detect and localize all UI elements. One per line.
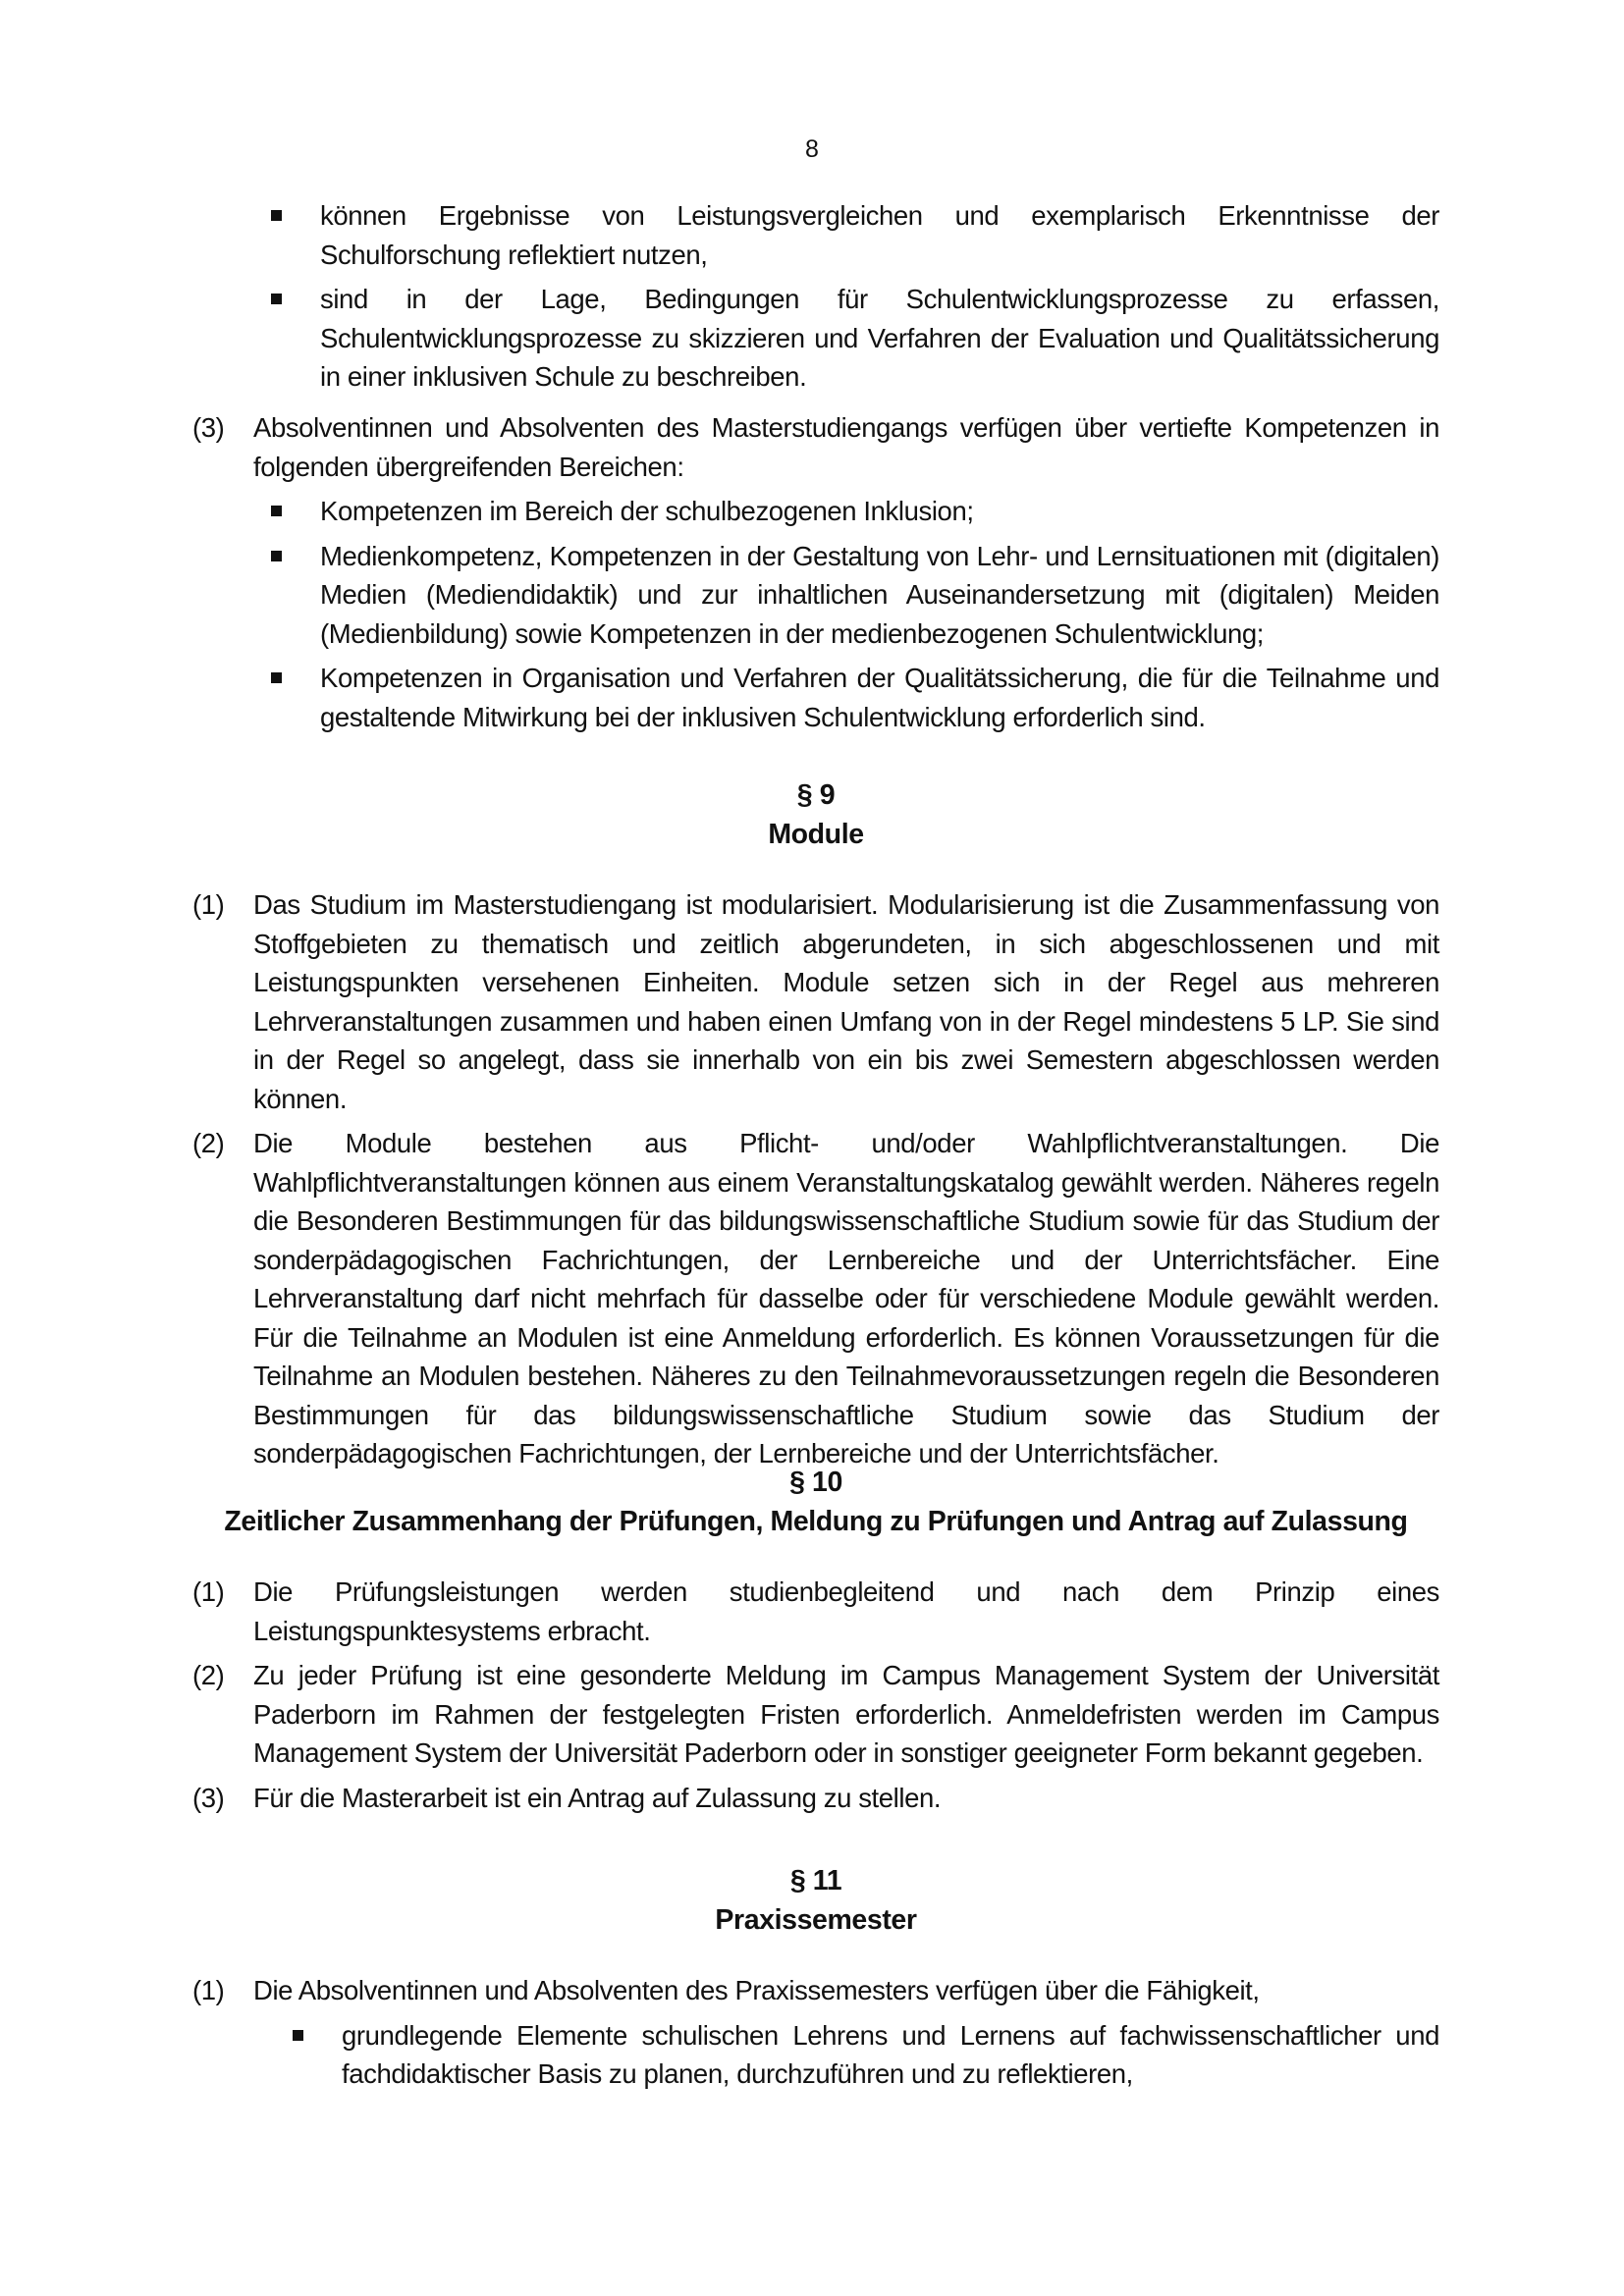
numbered-paragraph bbox=[192, 885, 1439, 1118]
numbered-paragraph bbox=[192, 1971, 1439, 2010]
paragraph-3 bbox=[192, 408, 1439, 736]
bullet-icon bbox=[271, 210, 282, 221]
section-10-body bbox=[192, 1573, 1439, 1817]
paragraph-number: (2) bbox=[192, 1128, 225, 1158]
paragraph-number: (1) bbox=[192, 1975, 225, 2005]
paragraph-text: Die Module bestehen aus Pflicht- und/oder Wahlpflichtveranstaltungen. Die Wahlpflichtveranstaltungen können aus einem Veranstaltungskatalog gewählt werden. Näheres regeln die Besonderen Bestimmungen für das bildungswissenschaftliche Studium sowie für das Studium der sonderpädagogischen Fachrichtungen, der Lernbereiche und der Unterrichtsfächer. Eine Lehrveranstaltung darf nicht mehrfach für dasselbe oder für verschiedene Module gewählt werden. Für die Teilnahme an Modulen ist eine Anmeldung erforderlich. Es können Voraussetzungen für die Teilnahme an Modulen bestehen. Näheres zu den Teilnahmevoraussetzungen regeln die Besonderen Bestimmungen für das bildungswissenschaftliche Studium sowie das Studium der sonderpädagogischen Fachrichtungen, der Lernbereiche und der Unterrichtsfächer. bbox=[253, 1128, 1439, 1468]
paragraph-number: (3) bbox=[192, 1782, 225, 1813]
numbered-paragraph bbox=[192, 1573, 1439, 1650]
paragraph-number: (1) bbox=[192, 889, 225, 920]
section-11-title: Praxissemester bbox=[715, 1904, 917, 1936]
section-10-number: § 10 bbox=[789, 1467, 842, 1498]
list-item bbox=[342, 2016, 1439, 2094]
paragraph-text: Für die Masterarbeit ist ein Antrag auf Zulassung zu stellen. bbox=[253, 1782, 942, 1813]
numbered-paragraph bbox=[192, 1656, 1439, 1773]
paragraph-text: Die Prüfungsleistungen werden studienbegleitend und nach dem Prinzip eines Leistungspunktesystems erbracht. bbox=[253, 1576, 1439, 1646]
paragraph-text: Das Studium im Masterstudiengang ist modularisiert. Modularisierung ist die Zusammenfassung von Stoffgebieten zu thematisch und zeitlich abgerundeten, in sich abgeschlossenen und mit Leistungspunkten versehenen Einheiten. Module setzen sich in der Regel aus mehreren Lehrveranstaltungen zusammen und haben einen Umfang von in der Regel mindestens 5 LP. Sie sind in der Regel so angelegt, dass sie innerhalb von ein bis zwei Semestern abgeschlossen werden können. bbox=[253, 889, 1439, 1114]
section-9-body bbox=[192, 885, 1439, 1473]
numbered-paragraph bbox=[192, 1779, 1439, 1818]
section-11-number: § 11 bbox=[789, 1865, 842, 1896]
section-10-title: Zeitlicher Zusammenhang der Prüfungen, Meldung zu Prüfungen und Antrag auf Zulassung bbox=[224, 1506, 1408, 1537]
list-item bbox=[320, 280, 1439, 397]
paragraph-text: Absolventinnen und Absolventen des Masterstudiengangs verfügen über vertiefte Kompetenzen in folgenden übergreifenden Bereichen: bbox=[253, 412, 1439, 482]
list-item bbox=[320, 492, 1439, 531]
section-9-title: Module bbox=[768, 819, 864, 850]
paragraph-number: (1) bbox=[192, 1576, 225, 1607]
bullet-icon bbox=[293, 2030, 303, 2041]
list-item-text: können Ergebnisse von Leistungsvergleichen und exemplarisch Erkenntnisse der Schulforschung reflektiert nutzen, bbox=[320, 200, 1439, 270]
paragraph-number: (2) bbox=[192, 1660, 225, 1690]
list-item bbox=[320, 537, 1439, 654]
bullet-icon bbox=[271, 672, 282, 683]
list-item-text: Kompetenzen in Organisation und Verfahren der Qualitätssicherung, die für die Teilnahme und gestaltende Mitwirkung bei der inklusiven Schulentwicklung erforderlich sind. bbox=[320, 663, 1439, 732]
bullet-icon bbox=[271, 294, 282, 304]
numbered-paragraph bbox=[192, 1124, 1439, 1473]
section-11-body bbox=[192, 1971, 1439, 2094]
paragraph-3-bullets bbox=[192, 492, 1439, 736]
list-item-text: grundlegende Elemente schulischen Lehrens und Lernens auf fachwissenschaftlicher und fachdidaktischer Basis zu planen, durchzuführen und zu reflektieren, bbox=[342, 2019, 1439, 2089]
paragraph-text: Die Absolventinnen und Absolventen des Praxissemesters verfügen über die Fähigkeit, bbox=[253, 1975, 1260, 2005]
bullet-icon bbox=[271, 551, 282, 561]
paragraph-text: Zu jeder Prüfung ist eine gesonderte Meldung im Campus Management System der Universität Paderborn im Rahmen der festgelegten Fristen erforderlich. Anmeldefristen werden im Campus Management System der Universität Paderborn oder in sonstiger geeigneter Form bekannt gegeben. bbox=[253, 1660, 1439, 1768]
paragraph-number: (3) bbox=[192, 412, 225, 443]
list-item bbox=[320, 196, 1439, 274]
bullet-icon bbox=[271, 506, 282, 516]
list-item-text: Kompetenzen im Bereich der schulbezogenen Inklusion; bbox=[320, 496, 974, 526]
list-item bbox=[320, 659, 1439, 736]
top-bullets bbox=[320, 196, 1439, 397]
section-9-number: § 9 bbox=[796, 779, 836, 811]
list-item-text: Medienkompetenz, Kompetenzen in der Gestaltung von Lehr- und Lernsituationen mit (digitalen) Medien (Mediendidaktik) und zur inhaltlichen Auseinandersetzung mit (digitalen) Meiden (Medienbildung) sowie Kompetenzen in der medienbezogenen Schulentwicklung; bbox=[320, 540, 1439, 649]
section-11-bullets bbox=[192, 2016, 1439, 2094]
page-number: 8 bbox=[805, 135, 819, 163]
list-item-text: sind in der Lage, Bedingungen für Schulentwicklungsprozesse zu erfassen, Schulentwicklungsprozesse zu skizzieren und Verfahren der Evaluation und Qualitätssicherung in einer inklusiven Schule zu beschreiben. bbox=[320, 284, 1439, 392]
